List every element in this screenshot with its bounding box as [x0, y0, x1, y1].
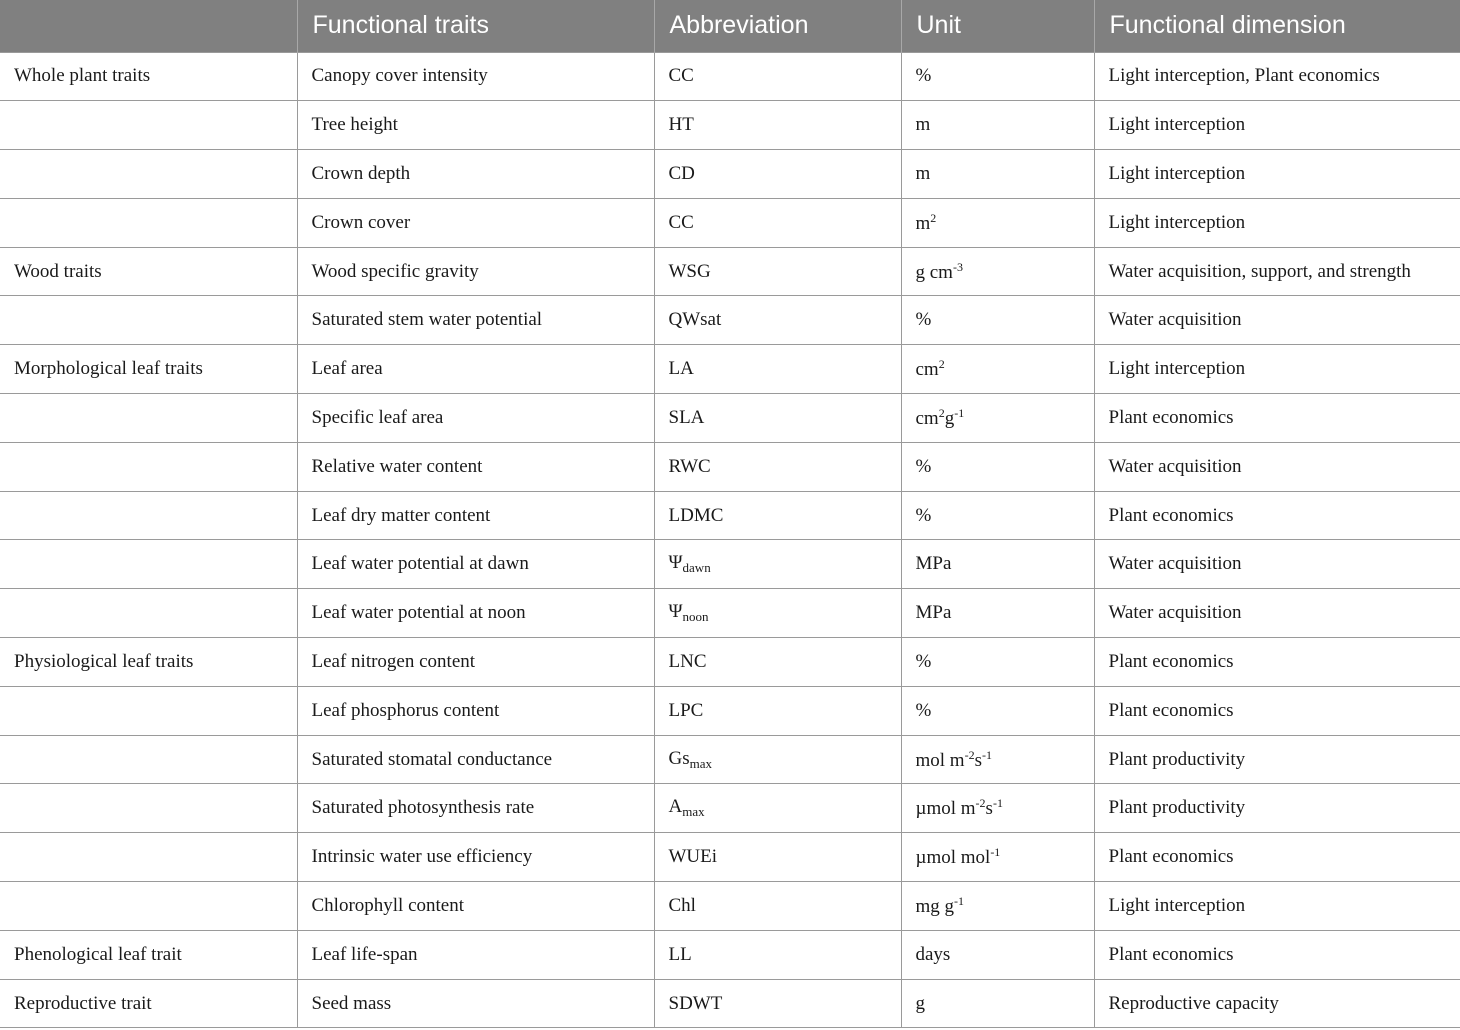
table-row [0, 735, 1460, 784]
cell-dimension: Plant economics [1094, 491, 1460, 540]
cell-group: Morphological leaf traits [0, 345, 297, 394]
cell-trait: Leaf dry matter content [297, 491, 654, 540]
cell-trait: Crown depth [297, 150, 654, 199]
cell-unit-part: g [915, 992, 925, 1014]
cell-group: Reproductive trait [0, 979, 297, 1028]
cell-unit [901, 296, 1094, 345]
table-row [0, 491, 1460, 540]
cell-unit-part: cm [915, 407, 939, 429]
header-unit: Unit [901, 0, 1094, 52]
table-row [0, 686, 1460, 735]
cell-unit-part: MPa [915, 602, 952, 624]
cell-abbreviation [654, 296, 901, 345]
cell-unit [901, 979, 1094, 1028]
cell-trait: Leaf area [297, 345, 654, 394]
cell-abbreviation [654, 784, 901, 833]
cell-trait: Saturated stomatal conductance [297, 735, 654, 784]
cell-dimension: Water acquisition [1094, 442, 1460, 491]
cell-dimension: Light interception [1094, 101, 1460, 150]
cell-unit-part: 2 [938, 357, 945, 372]
cell-abbreviation [654, 882, 901, 931]
table-row [0, 52, 1460, 101]
cell-abbreviation [654, 150, 901, 199]
table-row [0, 442, 1460, 491]
cell-abbreviation [654, 589, 901, 638]
cell-unit [901, 101, 1094, 150]
cell-abbreviation [654, 442, 901, 491]
cell-trait: Leaf phosphorus content [297, 686, 654, 735]
cell-unit [901, 930, 1094, 979]
cell-abbreviation-part: CD [668, 162, 695, 184]
cell-unit [901, 833, 1094, 882]
cell-unit-part: -1 [954, 405, 965, 420]
table-row [0, 345, 1460, 394]
cell-unit-part: -1 [992, 796, 1003, 811]
cell-dimension: Plant economics [1094, 638, 1460, 687]
cell-group: Wood traits [0, 247, 297, 296]
cell-group [0, 150, 297, 199]
cell-group [0, 833, 297, 882]
cell-abbreviation-part: max [682, 804, 705, 820]
header-row [0, 0, 1460, 52]
cell-unit [901, 540, 1094, 589]
cell-group [0, 686, 297, 735]
cell-abbreviation-part: Chl [668, 894, 696, 916]
cell-abbreviation [654, 345, 901, 394]
cell-abbreviation-part: LDMC [668, 504, 724, 526]
cell-abbreviation-part: LA [668, 358, 694, 380]
cell-abbreviation [654, 198, 901, 247]
cell-trait: Canopy cover intensity [297, 52, 654, 101]
header-abbreviation: Abbreviation [654, 0, 901, 52]
cell-unit-part: 2 [938, 405, 945, 420]
cell-unit-part: s [974, 749, 982, 771]
cell-dimension: Plant productivity [1094, 735, 1460, 784]
cell-abbreviation-part: SLA [668, 406, 705, 428]
table-row [0, 638, 1460, 687]
cell-abbreviation-part: LNC [668, 650, 707, 672]
cell-unit-part: -1 [990, 845, 1001, 860]
cell-dimension: Plant productivity [1094, 784, 1460, 833]
table-row [0, 394, 1460, 443]
cell-group [0, 394, 297, 443]
cell-unit [901, 247, 1094, 296]
cell-abbreviation [654, 638, 901, 687]
cell-abbreviation-part: WSG [668, 260, 711, 282]
cell-unit [901, 52, 1094, 101]
cell-dimension: Reproductive capacity [1094, 979, 1460, 1028]
cell-dimension: Water acquisition [1094, 589, 1460, 638]
cell-abbreviation-part: A [668, 796, 683, 818]
cell-abbreviation [654, 833, 901, 882]
cell-trait: Tree height [297, 101, 654, 150]
cell-trait: Leaf nitrogen content [297, 638, 654, 687]
cell-abbreviation-part: QWsat [668, 309, 722, 331]
cell-unit-part: -3 [952, 259, 963, 274]
cell-trait: Leaf water potential at dawn [297, 540, 654, 589]
cell-abbreviation [654, 101, 901, 150]
cell-abbreviation-part: Ψ [668, 601, 683, 623]
cell-group [0, 442, 297, 491]
cell-dimension: Light interception [1094, 150, 1460, 199]
cell-abbreviation-part: SDWT [668, 992, 723, 1014]
header-functional-traits: Functional traits [297, 0, 654, 52]
cell-dimension: Light interception [1094, 882, 1460, 931]
cell-unit [901, 735, 1094, 784]
cell-group [0, 101, 297, 150]
cell-trait: Seed mass [297, 979, 654, 1028]
cell-dimension: Plant economics [1094, 930, 1460, 979]
cell-unit [901, 442, 1094, 491]
cell-abbreviation-part: CC [668, 211, 694, 233]
cell-unit-part: % [915, 65, 932, 87]
cell-unit-part: cm [915, 359, 939, 381]
cell-abbreviation [654, 52, 901, 101]
cell-abbreviation [654, 686, 901, 735]
cell-dimension: Plant economics [1094, 394, 1460, 443]
table-row [0, 198, 1460, 247]
cell-abbreviation [654, 979, 901, 1028]
cell-abbreviation [654, 735, 901, 784]
cell-unit-part: % [915, 650, 932, 672]
cell-trait: Saturated stem water potential [297, 296, 654, 345]
table-row [0, 247, 1460, 296]
cell-abbreviation [654, 247, 901, 296]
cell-unit [901, 394, 1094, 443]
cell-unit-part: m [915, 114, 931, 136]
cell-dimension: Light interception [1094, 198, 1460, 247]
table-row [0, 589, 1460, 638]
table-row [0, 540, 1460, 589]
cell-group [0, 589, 297, 638]
cell-abbreviation [654, 540, 901, 589]
cell-dimension: Light interception, Plant economics [1094, 52, 1460, 101]
cell-abbreviation-part: Ψ [668, 552, 683, 574]
cell-abbreviation-part: noon [682, 609, 709, 625]
cell-trait: Chlorophyll content [297, 882, 654, 931]
cell-unit-part: % [915, 455, 932, 477]
table-body [0, 52, 1460, 1028]
cell-dimension: Water acquisition [1094, 540, 1460, 589]
cell-abbreviation-part: LPC [668, 699, 704, 721]
cell-unit-part: g [944, 407, 955, 429]
cell-abbreviation-part: RWC [668, 455, 711, 477]
cell-unit-part: g cm [915, 261, 953, 283]
cell-unit [901, 150, 1094, 199]
cell-group [0, 882, 297, 931]
cell-unit-part: s [985, 798, 993, 820]
cell-abbreviation-part: LL [668, 943, 692, 965]
cell-group [0, 784, 297, 833]
cell-abbreviation-part: max [689, 755, 713, 771]
cell-unit-part: -1 [982, 747, 992, 762]
cell-abbreviation [654, 930, 901, 979]
cell-unit [901, 638, 1094, 687]
cell-trait: Intrinsic water use efficiency [297, 833, 654, 882]
cell-unit-part: µmol m [915, 798, 976, 820]
table-row [0, 833, 1460, 882]
cell-dimension: Light interception [1094, 345, 1460, 394]
cell-trait: Saturated photosynthesis rate [297, 784, 654, 833]
cell-abbreviation-part: WUEi [668, 846, 718, 868]
cell-abbreviation-part: CC [668, 65, 694, 87]
cell-dimension: Plant economics [1094, 833, 1460, 882]
table-row [0, 784, 1460, 833]
cell-group [0, 540, 297, 589]
cell-trait: Specific leaf area [297, 394, 654, 443]
cell-group: Whole plant traits [0, 52, 297, 101]
cell-abbreviation-part: HT [668, 114, 694, 136]
cell-unit-part: -2 [964, 747, 975, 762]
cell-unit [901, 589, 1094, 638]
cell-unit-part: µmol mol [915, 847, 991, 869]
cell-unit-part: days [915, 943, 951, 965]
cell-unit-part: mol m [915, 749, 965, 771]
cell-trait: Leaf water potential at noon [297, 589, 654, 638]
cell-group [0, 491, 297, 540]
cell-unit-part: % [915, 699, 932, 721]
cell-abbreviation-part: Gs [668, 747, 690, 769]
cell-group [0, 198, 297, 247]
table-row [0, 150, 1460, 199]
cell-trait: Crown cover [297, 198, 654, 247]
cell-trait: Relative water content [297, 442, 654, 491]
cell-unit [901, 345, 1094, 394]
cell-unit-part: -2 [975, 796, 986, 811]
cell-unit [901, 882, 1094, 931]
table-row [0, 930, 1460, 979]
cell-unit-part: MPa [915, 553, 952, 575]
cell-trait: Wood specific gravity [297, 247, 654, 296]
cell-group [0, 735, 297, 784]
table-row [0, 882, 1460, 931]
cell-unit-part: m [915, 162, 931, 184]
cell-unit [901, 491, 1094, 540]
cell-unit-part: mg g [915, 895, 955, 917]
cell-unit [901, 686, 1094, 735]
cell-unit-part: -1 [954, 893, 965, 908]
cell-group: Phenological leaf trait [0, 930, 297, 979]
cell-abbreviation [654, 394, 901, 443]
cell-trait: Leaf life-span [297, 930, 654, 979]
cell-group [0, 296, 297, 345]
cell-dimension: Water acquisition [1094, 296, 1460, 345]
cell-unit-part: 2 [930, 210, 937, 225]
cell-group: Physiological leaf traits [0, 638, 297, 687]
cell-dimension: Plant economics [1094, 686, 1460, 735]
table-row [0, 979, 1460, 1028]
cell-unit [901, 198, 1094, 247]
table-row [0, 296, 1460, 345]
cell-abbreviation [654, 491, 901, 540]
table-row [0, 101, 1460, 150]
cell-abbreviation-part: dawn [682, 560, 711, 576]
cell-dimension: Water acquisition, support, and strength [1094, 247, 1460, 296]
header-functional-dimension: Functional dimension [1094, 0, 1460, 52]
cell-unit-part: % [915, 309, 932, 331]
cell-unit-part: % [915, 504, 932, 526]
cell-unit [901, 784, 1094, 833]
header-group [0, 0, 297, 52]
cell-unit-part: m [915, 212, 931, 234]
